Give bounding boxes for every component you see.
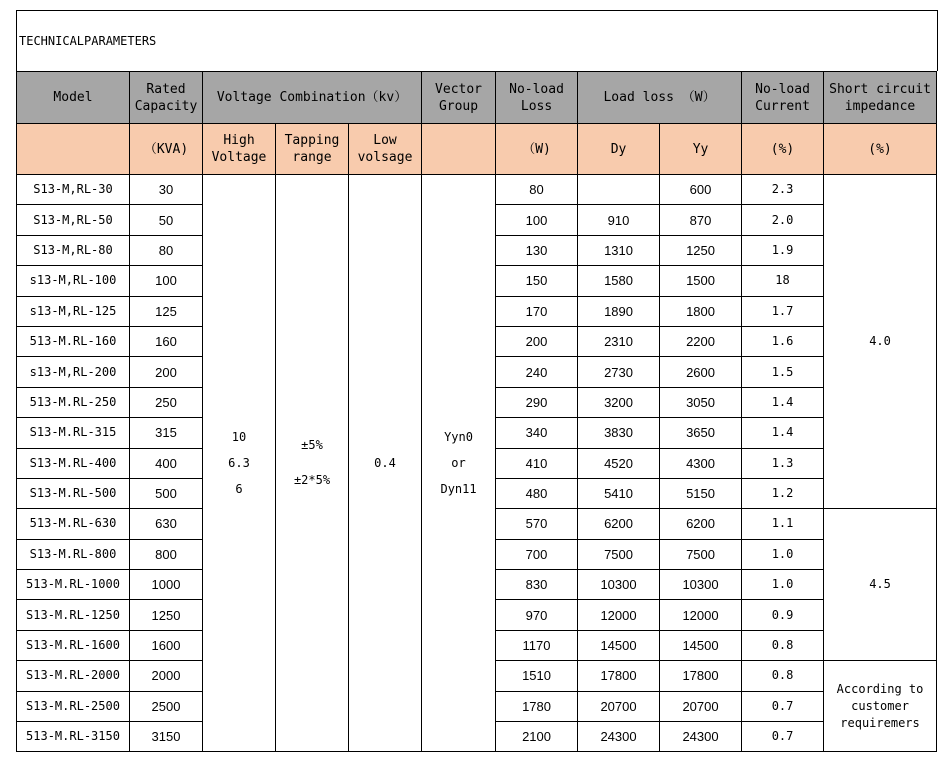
load-loss-dy-cell: 14500 (578, 630, 660, 660)
subheader-vector-group (422, 124, 496, 175)
header-row (17, 72, 937, 124)
header-no-load-loss: No-load Loss (496, 72, 578, 124)
load-loss-dy-cell: 2730 (578, 357, 660, 387)
subheader-dy: Dy (578, 124, 660, 175)
load-loss-yy-cell: 1250 (660, 235, 742, 265)
load-loss-dy-cell: 4520 (578, 448, 660, 478)
load-loss-yy-cell: 4300 (660, 448, 742, 478)
capacity-cell: 500 (130, 478, 203, 508)
load-loss-yy-cell: 1800 (660, 296, 742, 326)
load-loss-dy-cell: 1890 (578, 296, 660, 326)
subheader-model (17, 124, 130, 175)
load-loss-yy-cell: 12000 (660, 600, 742, 630)
capacity-cell: 315 (130, 418, 203, 448)
no-load-loss-cell: 570 (496, 509, 578, 539)
table-row (17, 175, 937, 205)
load-loss-dy-cell: 3200 (578, 387, 660, 417)
high-voltage-merged (203, 175, 276, 752)
model-cell: S13-M.RL-800 (17, 539, 130, 569)
load-loss-dy-cell: 10300 (578, 570, 660, 600)
vector-group-value: Dyn11 (440, 481, 477, 496)
model-cell: S13-M.RL-500 (17, 478, 130, 508)
capacity-cell: 400 (130, 448, 203, 478)
header-no-load-current: No-load Current (742, 72, 824, 124)
model-cell: S13-M,RL-80 (17, 235, 130, 265)
no-load-loss-cell: 1170 (496, 630, 578, 660)
capacity-cell: 800 (130, 539, 203, 569)
no-load-loss-cell: 100 (496, 205, 578, 235)
capacity-cell: 100 (130, 266, 203, 296)
no-load-current-cell: 1.1 (742, 509, 824, 539)
capacity-cell: 630 (130, 509, 203, 539)
load-loss-yy-cell: 1500 (660, 266, 742, 296)
subheader-impedance-unit: (%) (824, 124, 937, 175)
parameters-table (16, 71, 937, 752)
no-load-current-cell: 1.4 (742, 418, 824, 448)
load-loss-dy-cell: 2310 (578, 326, 660, 356)
no-load-loss-cell: 1780 (496, 691, 578, 721)
no-load-loss-cell: 830 (496, 570, 578, 600)
load-loss-yy-cell: 3650 (660, 418, 742, 448)
vector-group-value: Yyn0 (444, 429, 473, 444)
no-load-current-cell: 1.3 (742, 448, 824, 478)
tapping-range-value: ±2*5% (293, 473, 331, 488)
no-load-current-cell: 18 (742, 266, 824, 296)
capacity-cell: 125 (130, 296, 203, 326)
no-load-loss-cell: 200 (496, 326, 578, 356)
model-cell: S13-M.RL-315 (17, 418, 130, 448)
load-loss-dy-cell: 6200 (578, 509, 660, 539)
capacity-cell: 2000 (130, 661, 203, 691)
low-voltage-merged: 0.4 (349, 175, 422, 752)
load-loss-dy-cell: 24300 (578, 722, 660, 752)
subheader-no-load-current-unit: (%) (742, 124, 824, 175)
model-cell: S13-M.RL-2000 (17, 661, 130, 691)
load-loss-yy-cell: 10300 (660, 570, 742, 600)
capacity-cell: 200 (130, 357, 203, 387)
no-load-current-cell: 1.5 (742, 357, 824, 387)
model-cell: s13-M,RL-100 (17, 266, 130, 296)
model-cell: 513-M.RL-1000 (17, 570, 130, 600)
no-load-loss-cell: 150 (496, 266, 578, 296)
load-loss-yy-cell: 20700 (660, 691, 742, 721)
load-loss-yy-cell: 24300 (660, 722, 742, 752)
load-loss-dy-cell (578, 175, 660, 205)
load-loss-yy-cell: 2200 (660, 326, 742, 356)
load-loss-dy-cell: 7500 (578, 539, 660, 569)
load-loss-dy-cell: 17800 (578, 661, 660, 691)
subheader-tapping-range: Tapping range (276, 124, 349, 175)
high-voltage-value: 10 (231, 429, 247, 444)
load-loss-dy-cell: 20700 (578, 691, 660, 721)
capacity-cell: 50 (130, 205, 203, 235)
model-cell: s13-M,RL-200 (17, 357, 130, 387)
capacity-cell: 2500 (130, 691, 203, 721)
model-cell: 513-M.RL-160 (17, 326, 130, 356)
header-load-loss: Load loss （W） (578, 72, 742, 124)
model-cell: S13-M.RL-400 (17, 448, 130, 478)
capacity-cell: 1250 (130, 600, 203, 630)
no-load-loss-cell: 970 (496, 600, 578, 630)
impedance-group-3: According to customer requiremers (824, 661, 937, 752)
subheader-high-voltage: High Voltage (203, 124, 276, 175)
load-loss-yy-cell: 14500 (660, 630, 742, 660)
model-cell: S13-M,RL-30 (17, 175, 130, 205)
header-voltage-combination: Voltage Combination（kv） (203, 72, 422, 124)
header-vector-group: Vector Group (422, 72, 496, 124)
load-loss-dy-cell: 1580 (578, 266, 660, 296)
capacity-cell: 250 (130, 387, 203, 417)
header-rated-capacity: Rated Capacity (130, 72, 203, 124)
subheader-row (17, 124, 937, 175)
no-load-current-cell: 0.7 (742, 691, 824, 721)
no-load-current-cell: 1.6 (742, 326, 824, 356)
no-load-loss-cell: 340 (496, 418, 578, 448)
no-load-current-cell: 1.0 (742, 539, 824, 569)
model-cell: 513-M.RL-3150 (17, 722, 130, 752)
no-load-current-cell: 0.8 (742, 661, 824, 691)
load-loss-yy-cell: 7500 (660, 539, 742, 569)
no-load-loss-cell: 700 (496, 539, 578, 569)
model-cell: s13-M,RL-125 (17, 296, 130, 326)
load-loss-yy-cell: 5150 (660, 478, 742, 508)
vector-group-value: or (451, 455, 466, 470)
load-loss-dy-cell: 910 (578, 205, 660, 235)
subheader-low-voltage: Low volsage (349, 124, 422, 175)
load-loss-dy-cell: 1310 (578, 235, 660, 265)
no-load-current-cell: 0.7 (742, 722, 824, 752)
model-cell: S13-M,RL-50 (17, 205, 130, 235)
no-load-current-cell: 2.3 (742, 175, 824, 205)
model-cell: S13-M.RL-1600 (17, 630, 130, 660)
load-loss-yy-cell: 6200 (660, 509, 742, 539)
load-loss-yy-cell: 600 (660, 175, 742, 205)
model-cell: 513-M.RL-250 (17, 387, 130, 417)
load-loss-dy-cell: 3830 (578, 418, 660, 448)
subheader-yy: Yy (660, 124, 742, 175)
no-load-current-cell: 1.0 (742, 570, 824, 600)
no-load-loss-cell: 170 (496, 296, 578, 326)
load-loss-dy-cell: 12000 (578, 600, 660, 630)
capacity-cell: 30 (130, 175, 203, 205)
high-voltage-value: 6.3 (228, 455, 250, 470)
no-load-current-cell: 1.7 (742, 296, 824, 326)
no-load-loss-cell: 480 (496, 478, 578, 508)
model-cell: S13-M.RL-2500 (17, 691, 130, 721)
no-load-current-cell: 2.0 (742, 205, 824, 235)
capacity-cell: 160 (130, 326, 203, 356)
subheader-no-load-loss-unit: （W) (496, 124, 578, 175)
high-voltage-value: 6 (235, 481, 243, 496)
no-load-current-cell: 1.4 (742, 387, 824, 417)
tapping-range-value: ±5% (301, 438, 323, 453)
capacity-cell: 1600 (130, 630, 203, 660)
load-loss-yy-cell: 2600 (660, 357, 742, 387)
impedance-group-2: 4.5 (824, 509, 937, 661)
no-load-current-cell: 0.9 (742, 600, 824, 630)
subheader-capacity-unit: （KVA) (130, 124, 203, 175)
no-load-current-cell: 1.9 (742, 235, 824, 265)
no-load-loss-cell: 1510 (496, 661, 578, 691)
load-loss-dy-cell: 5410 (578, 478, 660, 508)
no-load-loss-cell: 80 (496, 175, 578, 205)
no-load-loss-cell: 130 (496, 235, 578, 265)
no-load-loss-cell: 240 (496, 357, 578, 387)
no-load-loss-cell: 2100 (496, 722, 578, 752)
sheet-title: TECHNICALPARAMETERS (16, 10, 938, 71)
vector-group-merged (422, 175, 496, 752)
header-model: Model (17, 72, 130, 124)
no-load-current-cell: 0.8 (742, 630, 824, 660)
load-loss-yy-cell: 17800 (660, 661, 742, 691)
model-cell: S13-M.RL-1250 (17, 600, 130, 630)
tapping-range-merged (276, 175, 349, 752)
impedance-group-1: 4.0 (824, 175, 937, 509)
header-short-circuit-impedance: Short circuit impedance (824, 72, 937, 124)
no-load-current-cell: 1.2 (742, 478, 824, 508)
model-cell: 513-M.RL-630 (17, 509, 130, 539)
no-load-loss-cell: 290 (496, 387, 578, 417)
no-load-loss-cell: 410 (496, 448, 578, 478)
capacity-cell: 80 (130, 235, 203, 265)
load-loss-yy-cell: 870 (660, 205, 742, 235)
parameters-sheet (16, 10, 936, 752)
capacity-cell: 3150 (130, 722, 203, 752)
load-loss-yy-cell: 3050 (660, 387, 742, 417)
capacity-cell: 1000 (130, 570, 203, 600)
